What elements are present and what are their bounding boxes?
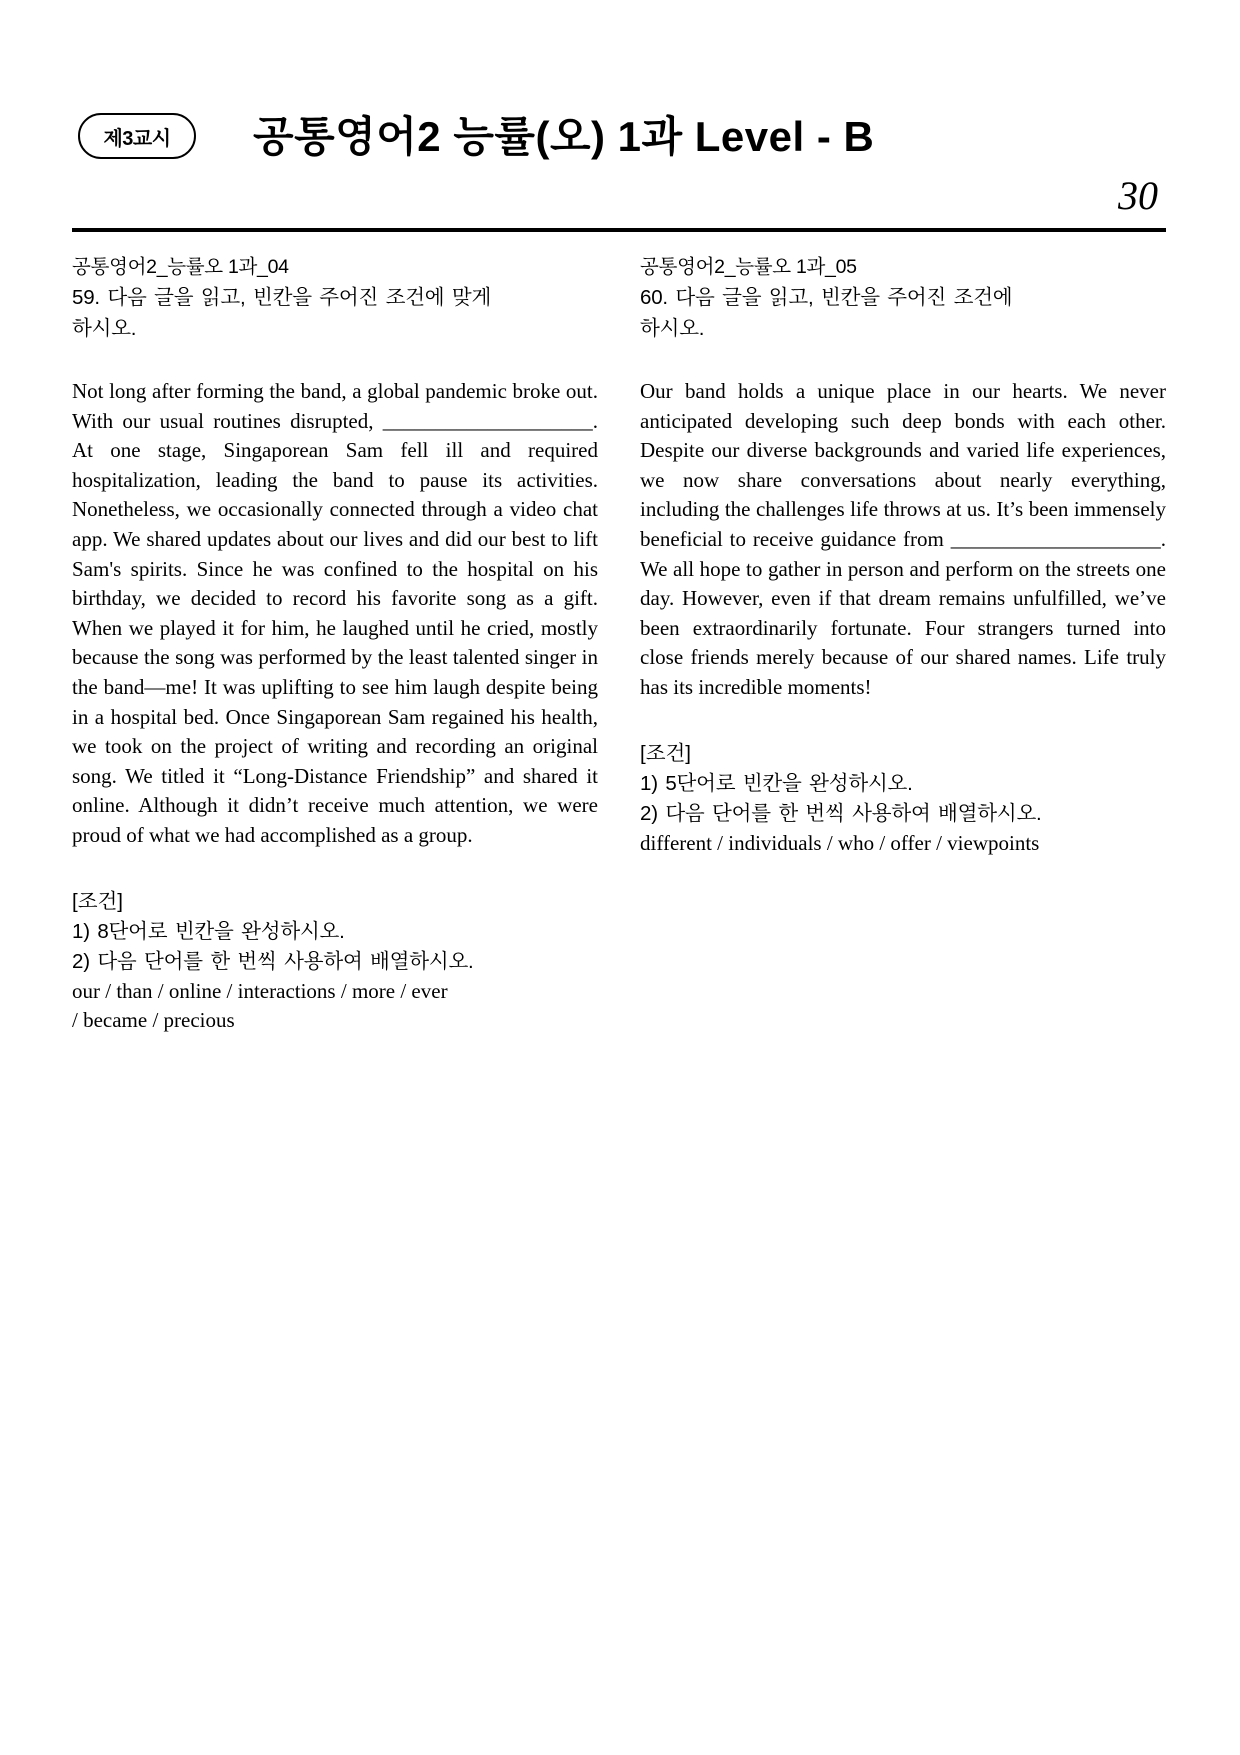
right-word-bank-line-1: different / individuals / who / offer / viewpoints bbox=[640, 830, 1040, 855]
right-condition-item-2: 2) 다음 단어를 한 번씩 사용하여 배열하시오. bbox=[640, 801, 1042, 825]
right-question-prompt-tail: 하시오. bbox=[640, 317, 705, 340]
left-condition-item-2: 2) 다음 단어를 한 번씩 사용하여 배열하시오. bbox=[72, 949, 474, 973]
left-passage: Not long after forming the band, a global pandemic broke out. With our usual routines disrupted, ____________________. At one stage, Singaporean Sam fell ill and required hospitalization, leading the band to pause its activities. Nonetheless, we occasionally connected through a video chat app. We shared updates about our lives and did our best to lift Sam's spirits. Since he was confined to the hospital on his birthday, we decided to record his favorite song as a gift. When we played it for him, he laughed until he cried, mostly because the song was performed by the least talented singer in the band—me! It was uplifting to see him laugh despite being in a hospital bed. Once Singaporean Sam regained his health, we took on the project of writing and recording an original song. We titled it “Long-Distance Friendship” and shared it online. Although it didn’t receive much attention, we were proud of what we had accomplished as a group. bbox=[72, 379, 598, 847]
left-question-prompt-tail: 하시오. bbox=[72, 317, 137, 340]
right-column bbox=[640, 252, 1166, 1036]
left-question-prompt: 59. 다음 글을 읽고, 빈칸을 주어진 조건에 맞게 bbox=[72, 286, 492, 309]
left-word-bank-line-2: / became / precious bbox=[72, 1008, 235, 1033]
page-title: 공통영어2 능률(오) 1과 Level - B bbox=[253, 113, 875, 160]
right-condition-heading: [조건] bbox=[640, 741, 691, 765]
page-header bbox=[78, 104, 1158, 218]
right-question-prompt: 60. 다음 글을 읽고, 빈칸을 주어진 조건에 bbox=[640, 286, 1013, 309]
header-divider bbox=[72, 228, 1166, 232]
right-condition-item-1: 1) 5단어로 빈칸을 완성하시오. bbox=[640, 771, 913, 795]
period-badge: 제3교시 bbox=[78, 113, 196, 159]
left-question-slug: 공통영어2_능률오 1과_04 bbox=[72, 256, 289, 278]
left-condition-heading: [조건] bbox=[72, 889, 123, 913]
right-passage: Our band holds a unique place in our hearts. We never anticipated developing such deep bonds with each other. Despite our diverse backgrounds and varied life experiences, we now share conversations about nearly everything, including the challenges life throws at us. It’s been immensely beneficial to receive guidance from ____________________. We all hope to gather in person and perform on the streets one day. However, even if that dream remains unfulfilled, we’ve been extraordinarily fortunate. Four strangers turned into close friends merely because of our shared names. Life truly has its incredible moments! bbox=[640, 379, 1166, 699]
page-number: 30 bbox=[1118, 173, 1158, 218]
left-condition-item-1: 1) 8단어로 빈칸을 완성하시오. bbox=[72, 919, 345, 943]
left-word-bank-line-1: our / than / online / interactions / more / ever bbox=[72, 978, 448, 1003]
content-columns bbox=[72, 252, 1166, 1036]
left-column bbox=[72, 252, 598, 1036]
right-question-slug: 공통영어2_능률오 1과_05 bbox=[640, 256, 857, 278]
